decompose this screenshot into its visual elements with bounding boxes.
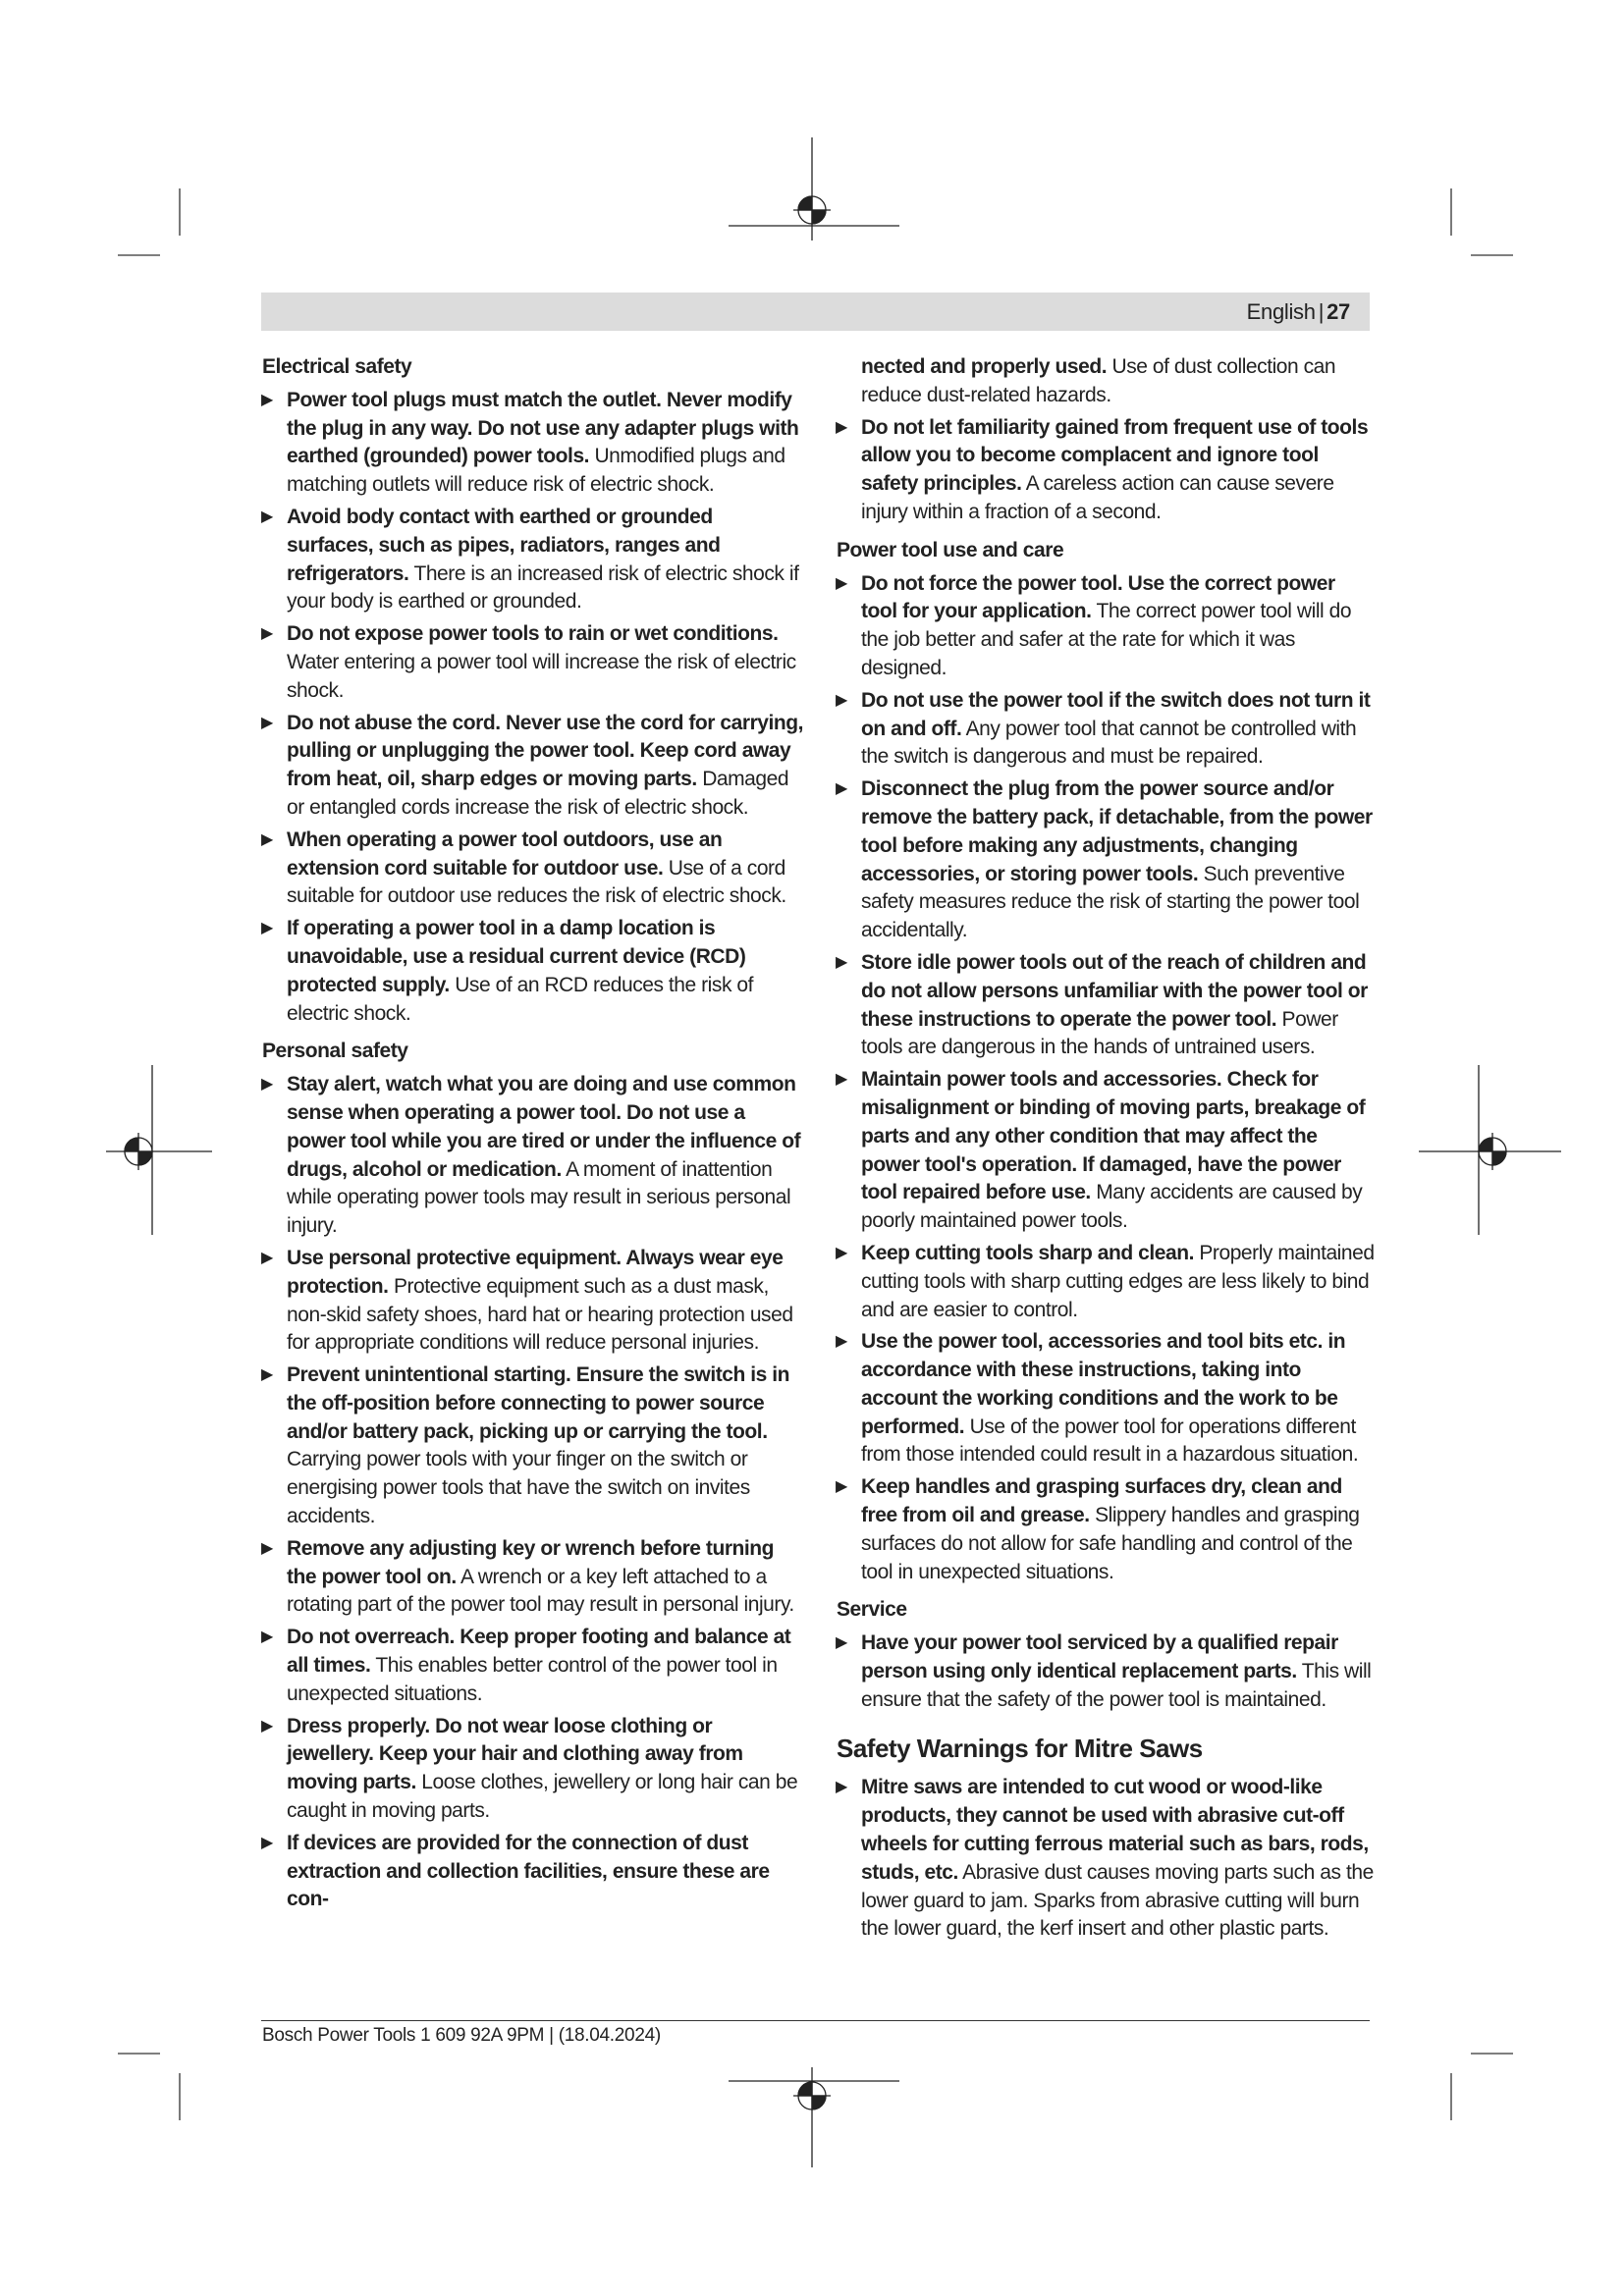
- item-text: A careless action can cause severe injury within a fraction of a second.: [861, 472, 1334, 523]
- item-bold: Disconnect the plug from the power source and/or remove the battery pack, if detachable, from the power tool before making any adjustments, changing accessories, or storing power tools.: [861, 777, 1373, 885]
- list-item: [837, 1066, 1375, 1236]
- item-text: Use of the power tool for operations different from those intended could result in a hazardous situation.: [861, 1415, 1359, 1467]
- list-item: [837, 775, 1375, 945]
- list-item: [262, 1245, 804, 1358]
- item-text: Use of a cord suitable for outdoor use reduces the risk of electric shock.: [287, 856, 786, 908]
- list-item: [837, 1629, 1375, 1714]
- bullet-icon: ▶: [836, 1779, 847, 1796]
- item-bold: If devices are provided for the connection of dust extraction and collection facilities, ensure these are con-: [287, 1831, 770, 1911]
- item-bold: nected and properly used.: [861, 355, 1108, 378]
- list-item: [837, 687, 1375, 772]
- item-bold: Stay alert, watch what you are doing and use common sense when operating a power tool. Do not use a power tool while you are tired or under the influence of drugs, alcohol or medication.: [287, 1073, 801, 1181]
- bullet-icon: ▶: [836, 1333, 847, 1351]
- list-item: [262, 1071, 804, 1241]
- item-bold: Do not abuse the cord. Never use the cord for carrying, pulling or unplugging the power tool. Keep cord away from heat, oil, sharp edges or moving parts.: [287, 711, 804, 791]
- item-bold: Do not overreach. Keep proper footing and balance at all times.: [287, 1626, 791, 1678]
- bullet-icon: ▶: [261, 920, 273, 937]
- list-item: [837, 414, 1375, 527]
- right-column: [837, 353, 1375, 1948]
- item-text: Protective equipment such as a dust mask, non-skid safety shoes, hard hat or hearing protection used for appropriate conditions will reduce personal injuries.: [287, 1274, 793, 1355]
- bullet-icon: ▶: [836, 1478, 847, 1496]
- bullet-icon: ▶: [261, 1366, 273, 1384]
- bullet-icon: ▶: [836, 953, 847, 971]
- item-text: Such preventive safety measures reduce the risk of starting the power tool accidentally.: [861, 862, 1360, 942]
- item-bold: Use personal protective equipment. Always wear eye protection.: [287, 1246, 784, 1298]
- item-text: This will ensure that the safety of the power tool is maintained.: [861, 1660, 1372, 1711]
- list-item: [837, 570, 1375, 683]
- list-item: [837, 1473, 1375, 1586]
- bullet-icon: ▶: [836, 1634, 847, 1652]
- bullet-icon: ▶: [261, 714, 273, 731]
- continued-item: [861, 353, 1375, 410]
- registration-mark-top: [729, 137, 899, 240]
- bullet-icon: ▶: [261, 507, 273, 525]
- footer-text: Bosch Power Tools 1 609 92A 9PM | (18.04.2024): [262, 2025, 661, 2046]
- item-text: A moment of inattention while operating power tools may result in serious personal injury.: [287, 1157, 791, 1238]
- item-bold: Do not force the power tool. Use the correct power tool for your application.: [861, 571, 1335, 623]
- item-text: Use of dust collection can reduce dust-related hazards.: [861, 355, 1336, 406]
- item-text: Any power tool that cannot be controlled with the switch is dangerous and must be repaired.: [861, 717, 1357, 769]
- item-bold: Use the power tool, accessories and tool bits etc. in accordance with these instructions, taking into account the working conditions and the work to be performed.: [861, 1330, 1346, 1438]
- bullet-icon: ▶: [261, 1629, 273, 1646]
- registration-mark-right: [1419, 1065, 1561, 1235]
- list-item: [262, 504, 804, 616]
- section-heading-mitre-saws: Safety Warnings for Mitre Saws: [837, 1733, 1203, 1763]
- item-bold: Prevent unintentional starting. Ensure the switch is in the off-position before connecting to power source and/or battery pack, picking up or carrying the tool.: [287, 1363, 790, 1443]
- item-text: Properly maintained cutting tools with sharp cutting edges are less likely to bind and are easier to control.: [861, 1241, 1375, 1321]
- item-text: Abrasive dust causes moving parts such as the lower guard to jam. Sparks from abrasive cutting will burn the lower guard, the kerf insert and other plastic parts.: [861, 1860, 1374, 1941]
- item-bold: Keep handles and grasping surfaces dry, clean and free from oil and grease.: [861, 1475, 1342, 1527]
- list-item: [262, 1362, 804, 1531]
- item-bold: When operating a power tool outdoors, use an extension cord suitable for outdoor use.: [287, 828, 723, 880]
- header-label: [1247, 299, 1350, 325]
- list-item: [837, 949, 1375, 1062]
- item-text: Loose clothes, jewellery or long hair can be caught in moving parts.: [287, 1771, 798, 1823]
- page-header: [261, 293, 1370, 331]
- list-item: [262, 1830, 804, 1914]
- bullet-icon: ▶: [261, 625, 273, 643]
- item-bold: Dress properly. Do not wear loose clothing or jewellery. Keep your hair and clothing away from moving parts.: [287, 1714, 743, 1794]
- list-item: [262, 1535, 804, 1620]
- bullet-icon: ▶: [261, 391, 273, 408]
- bullet-icon: ▶: [836, 691, 847, 709]
- section-heading-electrical: Electrical safety: [262, 355, 412, 378]
- bullet-icon: ▶: [261, 1249, 273, 1266]
- section-heading-personal: Personal safety: [262, 1040, 408, 1063]
- item-bold: Remove any adjusting key or wrench before turning the power tool on.: [287, 1536, 775, 1588]
- item-text: Damaged or entangled cords increase the risk of electric shock.: [287, 768, 789, 819]
- item-text: There is an increased risk of electric shock if your body is earthed or grounded.: [287, 561, 799, 614]
- list-item: [262, 915, 804, 1028]
- bullet-icon: ▶: [261, 1076, 273, 1094]
- list-item: [262, 387, 804, 500]
- header-language: English: [1246, 299, 1316, 324]
- footer-rule: [261, 2020, 1370, 2021]
- page-number: 27: [1326, 299, 1350, 324]
- item-bold: Maintain power tools and accessories. Check for misalignment or binding of moving parts, breakage of parts and any other condition that may affect the power tool's operation. If damaged, have the power tool repaired before use.: [861, 1068, 1366, 1204]
- item-text: Slippery handles and grasping surfaces do not allow for safe handling and control of the tool in unexpected situations.: [861, 1504, 1360, 1583]
- bullet-icon: ▶: [261, 1717, 273, 1735]
- item-bold: Have your power tool serviced by a qualified repair person using only identical replacement parts.: [861, 1631, 1338, 1683]
- left-column: [262, 353, 804, 1918]
- header-separator: |: [1318, 299, 1325, 324]
- list-item: [837, 1240, 1375, 1324]
- item-bold: Do not use the power tool if the switch does not turn it on and off.: [861, 688, 1371, 740]
- item-text: Power tools are dangerous in the hands of untrained users.: [861, 1007, 1338, 1059]
- item-text: Carrying power tools with your finger on the switch or energising power tools that have the switch on invites accidents.: [287, 1448, 750, 1528]
- bullet-icon: ▶: [261, 1834, 273, 1851]
- item-bold: If operating a power tool in a damp location is unavoidable, use a residual current device (RCD) protected supply.: [287, 917, 746, 996]
- item-text: Unmodified plugs and matching outlets will reduce risk of electric shock.: [287, 445, 785, 497]
- bullet-icon: ▶: [836, 1071, 847, 1089]
- item-bold: Store idle power tools out of the reach of children and do not allow persons unfamiliar with the power tool or these instructions to operate the power tool.: [861, 950, 1368, 1031]
- registration-mark-bottom: [729, 2067, 899, 2167]
- section-heading-service: Service: [837, 1598, 907, 1622]
- item-text: Many accidents are caused by poorly maintained power tools.: [861, 1181, 1363, 1233]
- list-item: [262, 1713, 804, 1826]
- list-item: [262, 827, 804, 911]
- bullet-icon: ▶: [836, 574, 847, 592]
- registration-mark-left: [106, 1065, 212, 1235]
- item-text: The correct power tool will do the job better and safer at the rate for which it was designed.: [861, 600, 1352, 679]
- item-text: A wrench or a key left attached to a rotating part of the power tool may result in personal injury.: [287, 1565, 794, 1617]
- item-text: Use of an RCD reduces the risk of electric shock.: [287, 973, 753, 1025]
- bullet-icon: ▶: [836, 418, 847, 436]
- section-heading-use-care: Power tool use and care: [837, 538, 1064, 561]
- bullet-icon: ▶: [836, 780, 847, 798]
- item-bold: Mitre saws are intended to cut wood or wood-like products, they cannot be used with abrasive cut-off wheels for cutting ferrous material such as bars, rods, studs, etc.: [861, 1776, 1369, 1884]
- item-bold: Do not let familiarity gained from frequent use of tools allow you to become complacent and ignore tool safety principles.: [861, 415, 1369, 496]
- list-item: [262, 710, 804, 823]
- item-text: Water entering a power tool will increase the risk of electric shock.: [287, 650, 796, 702]
- bullet-icon: ▶: [261, 830, 273, 848]
- list-item: [262, 620, 804, 705]
- list-item: [837, 1774, 1375, 1944]
- list-item: [837, 1328, 1375, 1469]
- bullet-icon: ▶: [836, 1244, 847, 1261]
- item-bold: Do not expose power tools to rain or wet conditions.: [287, 622, 779, 646]
- bullet-icon: ▶: [261, 1539, 273, 1557]
- item-bold: Power tool plugs must match the outlet. Never modify the plug in any way. Do not use any adapter plugs with earthed (grounded) power tools.: [287, 388, 799, 468]
- item-bold: Keep cutting tools sharp and clean.: [861, 1241, 1194, 1264]
- list-item: [262, 1624, 804, 1708]
- item-bold: Avoid body contact with earthed or grounded surfaces, such as pipes, radiators, ranges and refrigerators.: [287, 505, 721, 585]
- item-text: This enables better control of the power tool in unexpected situations.: [287, 1654, 778, 1705]
